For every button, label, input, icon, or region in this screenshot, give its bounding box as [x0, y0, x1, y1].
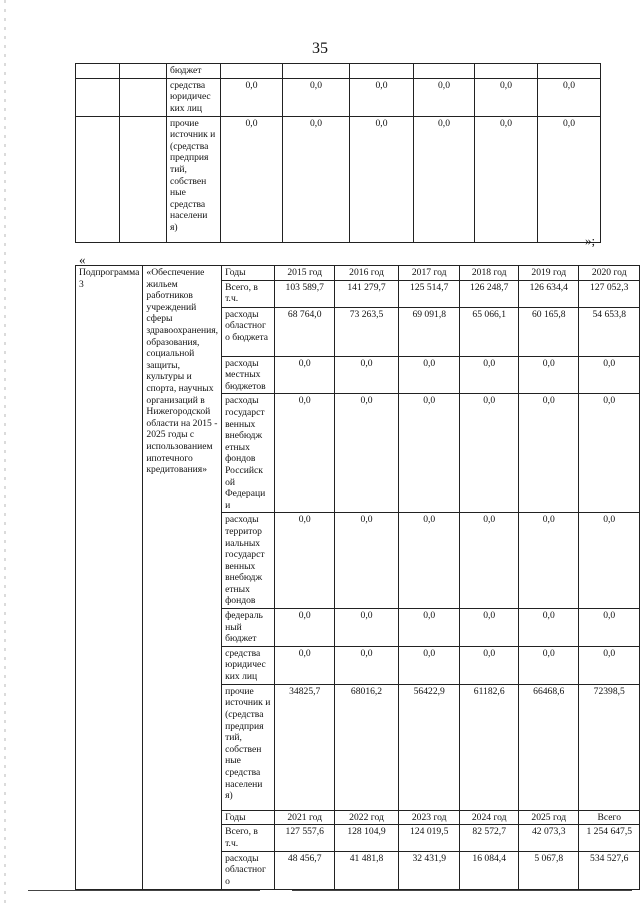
subprogram-table [75, 265, 640, 890]
cell-value: 124 019,5 [399, 825, 460, 851]
cell-value: 1 254 647,5 [579, 825, 640, 851]
year-header: 2023 год [399, 810, 460, 825]
cell-value: 0,0 [275, 646, 335, 684]
cell-value: 0,0 [579, 356, 640, 394]
cell-value: 68 764,0 [275, 307, 335, 356]
cell-value: 60 165,8 [519, 307, 579, 356]
cell-value: 0,0 [579, 394, 640, 513]
cell-value: 0,0 [283, 116, 350, 242]
cell-value: 0,0 [275, 394, 335, 513]
year-header: 2024 год [460, 810, 519, 825]
cell-value: 0,0 [283, 78, 350, 116]
cell-value: 0,0 [335, 609, 399, 647]
year-header: 2017 год [399, 266, 460, 281]
row-label: расходы областног о [222, 851, 275, 889]
year-header: 2022 год [335, 810, 399, 825]
cell-value: 0,0 [538, 116, 601, 242]
table-header-row [76, 266, 640, 281]
closing-quote: »; [585, 233, 596, 248]
cell-value: 42 073,3 [519, 825, 579, 851]
cell-value: 0,0 [221, 116, 283, 242]
cell-value: 0,0 [275, 513, 335, 609]
cell-value: 0,0 [399, 394, 460, 513]
year-header: 2025 год [519, 810, 579, 825]
row-label: средства юридичес ких лиц [167, 78, 221, 116]
row-label: бюджет [167, 64, 221, 79]
cell-value: 0,0 [519, 356, 579, 394]
scan-edge-line [292, 890, 632, 891]
cell-value: 0,0 [335, 394, 399, 513]
cell-value: 0,0 [519, 394, 579, 513]
table-row [76, 116, 601, 242]
row-label: средства юридичес ких лиц [222, 646, 275, 684]
cell-value: 66468,6 [519, 684, 579, 810]
year-header: Всего [579, 810, 640, 825]
year-header: 2020 год [579, 266, 640, 281]
cell-value [414, 64, 475, 79]
cell-value: 0,0 [335, 513, 399, 609]
cell-value: 0,0 [460, 394, 519, 513]
cell-value: 65 066,1 [460, 307, 519, 356]
row-label: расходы территор иальных государст венных внебюдж етных фондов [222, 513, 275, 609]
year-header: 2016 год [335, 266, 399, 281]
row-label: федераль ный бюджет [222, 609, 275, 647]
cell-value: 0,0 [460, 646, 519, 684]
cell-value: 73 263,5 [335, 307, 399, 356]
cell-value: 32 431,9 [399, 851, 460, 889]
row-label: прочие источник и (средства предприя тий, собствен ные средства населени я) [222, 684, 275, 810]
cell-value: 0,0 [460, 356, 519, 394]
cell-value: 128 104,9 [335, 825, 399, 851]
cell-value: 68016,2 [335, 684, 399, 810]
cell-value: 0,0 [519, 513, 579, 609]
row-label: Всего, в т.ч. [222, 825, 275, 851]
year-header: 2015 год [275, 266, 335, 281]
years-header: Годы [222, 810, 275, 825]
cell-value: 126 634,4 [519, 280, 579, 307]
cell-value: 0,0 [475, 78, 538, 116]
cell-value: 534 527,6 [579, 851, 640, 889]
year-header: 2021 год [275, 810, 335, 825]
cell-value: 0,0 [414, 78, 475, 116]
cell-value: 141 279,7 [335, 280, 399, 307]
program-description: «Обеспечение жильем работников учреждений сферы здравоохранения, образования, социальной защиты, культуры и спорта, научных организаций в Нижегородской области на 2015 - 2025 годы с использованием ипотечного кредитования» [143, 266, 222, 890]
cell-value: 0,0 [414, 116, 475, 242]
year-header: 2018 год [460, 266, 519, 281]
row-label: расходы областног о бюджета [222, 307, 275, 356]
cell-value [350, 64, 414, 79]
cell-value: 0,0 [519, 646, 579, 684]
cell-value: 0,0 [538, 78, 601, 116]
row-label: расходы местных бюджетов [222, 356, 275, 394]
top-table [75, 63, 601, 243]
table-row [76, 78, 601, 116]
cell-value [538, 64, 601, 79]
opening-quote: « [79, 252, 86, 267]
cell-value: 0,0 [335, 356, 399, 394]
cell-value: 48 456,7 [275, 851, 335, 889]
cell-value: 0,0 [399, 513, 460, 609]
row-label: Всего, в т.ч. [222, 280, 275, 307]
cell-value: 103 589,7 [275, 280, 335, 307]
cell-value: 0,0 [275, 609, 335, 647]
cell-value: 0,0 [350, 116, 414, 242]
cell-value: 72398,5 [579, 684, 640, 810]
cell-value: 125 514,7 [399, 280, 460, 307]
cell-value: 127 052,3 [579, 280, 640, 307]
row-label: прочие источник и (средства предприя тий, собствен ные средства населени я) [167, 116, 221, 242]
cell-value: 56422,9 [399, 684, 460, 810]
scan-edge-line [28, 890, 260, 891]
cell-value: 61182,6 [460, 684, 519, 810]
cell-value: 0,0 [399, 356, 460, 394]
cell-value [221, 64, 283, 79]
cell-value: 0,0 [399, 646, 460, 684]
cell-value: 0,0 [221, 78, 283, 116]
cell-value: 82 572,7 [460, 825, 519, 851]
cell-value [283, 64, 350, 79]
cell-value: 0,0 [460, 609, 519, 647]
cell-value: 126 248,7 [460, 280, 519, 307]
years-header: Годы [222, 266, 275, 281]
cell-value: 0,0 [275, 356, 335, 394]
cell-value: 16 084,4 [460, 851, 519, 889]
cell-value: 0,0 [579, 646, 640, 684]
cell-value: 41 481,8 [335, 851, 399, 889]
row-label: расходы государст венных внебюдж етных фондов Российск ой Федераци и [222, 394, 275, 513]
cell-value: 54 653,8 [579, 307, 640, 356]
cell-value [475, 64, 538, 79]
cell-value: 69 091,8 [399, 307, 460, 356]
cell-value: 0,0 [399, 609, 460, 647]
program-name: Подпрограмма 3 [76, 266, 143, 890]
cell-value: 0,0 [579, 513, 640, 609]
cell-value: 5 067,8 [519, 851, 579, 889]
cell-value: 0,0 [350, 78, 414, 116]
cell-value: 0,0 [475, 116, 538, 242]
cell-value: 0,0 [335, 646, 399, 684]
cell-value: 0,0 [519, 609, 579, 647]
year-header: 2019 год [519, 266, 579, 281]
cell-value: 34825,7 [275, 684, 335, 810]
cell-value: 0,0 [579, 609, 640, 647]
table-row [76, 64, 601, 79]
binding-edge-mark [4, 0, 6, 905]
cell-value: 0,0 [460, 513, 519, 609]
page-number: 35 [312, 40, 328, 57]
cell-value: 127 557,6 [275, 825, 335, 851]
